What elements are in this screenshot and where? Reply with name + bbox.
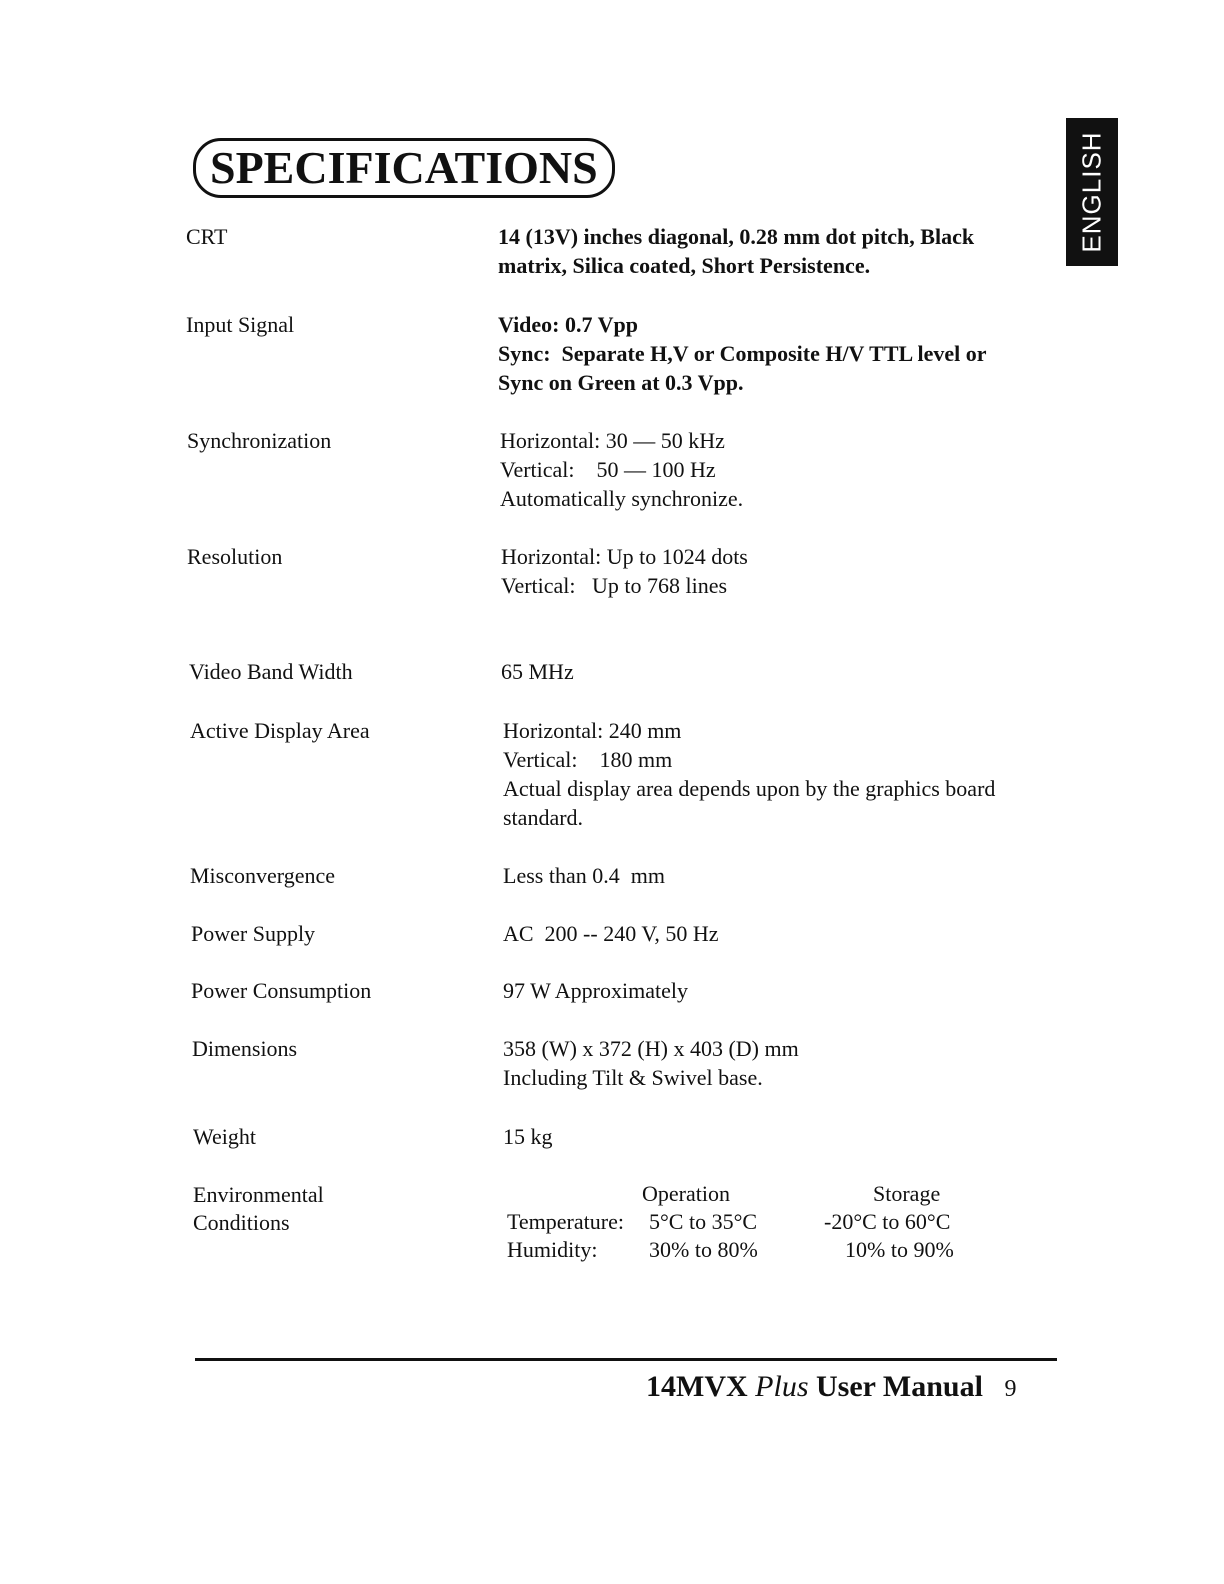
spec-value: Vertical: 180 mm [503, 747, 673, 772]
spec-value: Horizontal: Up to 1024 dots [501, 544, 748, 569]
spec-label: Active Display Area [190, 718, 370, 743]
footer-model: 14MVX [646, 1370, 748, 1403]
spec-label: Conditions [193, 1210, 290, 1235]
footer-rule [195, 1358, 1057, 1361]
spec-value: 65 MHz [501, 659, 574, 684]
env-header-storage: Storage [873, 1181, 941, 1206]
env-temp-storage: -20°C to 60°C [824, 1209, 951, 1234]
env-header-operation: Operation [642, 1181, 730, 1206]
spec-value: Horizontal: 30 — 50 kHz [500, 428, 725, 453]
spec-label: Input Signal [186, 312, 295, 337]
env-row-name: Humidity: [507, 1237, 598, 1262]
spec-label: Weight [193, 1124, 256, 1149]
spec-value: 14 (13V) inches diagonal, 0.28 mm dot pitch, Black [498, 224, 975, 249]
spec-value: Automatically synchronize. [500, 486, 744, 511]
footer [646, 1370, 1016, 1404]
spec-label: Environmental [193, 1182, 324, 1207]
spec-value: Sync: Separate H,V or Composite H/V TTL level or [498, 341, 987, 366]
spec-value: Horizontal: 240 mm [503, 718, 682, 743]
spec-value: standard. [503, 805, 584, 830]
language-tab [1066, 118, 1118, 266]
spec-value: 97 W Approximately [503, 978, 688, 1003]
spec-value: Vertical: 50 — 100 Hz [500, 457, 716, 482]
footer-plus: Plus [755, 1370, 809, 1403]
page-title: SPECIFICATIONS [193, 138, 615, 198]
spec-label: Misconvergence [190, 863, 335, 888]
spec-value: Including Tilt & Swivel base. [503, 1065, 763, 1090]
spec-value: 358 (W) x 372 (H) x 403 (D) mm [503, 1036, 799, 1061]
spec-value: 15 kg [503, 1124, 553, 1149]
spec-label: Dimensions [192, 1036, 298, 1061]
spec-value: Sync on Green at 0.3 Vpp. [498, 370, 744, 395]
spec-value: matrix, Silica coated, Short Persistence. [498, 253, 871, 278]
spec-label: Video Band Width [189, 659, 353, 684]
spec-value: AC 200 -- 240 V, 50 Hz [503, 921, 719, 946]
language-tab-label: ENGLISH [1076, 131, 1107, 253]
spec-label: Synchronization [187, 428, 332, 453]
spec-label: Power Consumption [191, 978, 372, 1003]
page-number: 9 [1004, 1376, 1017, 1402]
footer-manual: User Manual [816, 1370, 983, 1403]
spec-label: Power Supply [191, 921, 316, 946]
env-temp-operation: 5°C to 35°C [649, 1209, 758, 1234]
spec-value: Less than 0.4 mm [503, 863, 665, 888]
env-humidity-storage: 10% to 90% [845, 1237, 954, 1262]
spec-value: Video: 0.7 Vpp [498, 312, 638, 337]
env-humidity-operation: 30% to 80% [649, 1237, 758, 1262]
spec-value: Vertical: Up to 768 lines [501, 573, 728, 598]
env-row-name: Temperature: [507, 1209, 624, 1234]
spec-label: CRT [186, 224, 228, 249]
spec-label: Resolution [187, 544, 283, 569]
spec-value: Actual display area depends upon by the graphics board [503, 776, 996, 801]
